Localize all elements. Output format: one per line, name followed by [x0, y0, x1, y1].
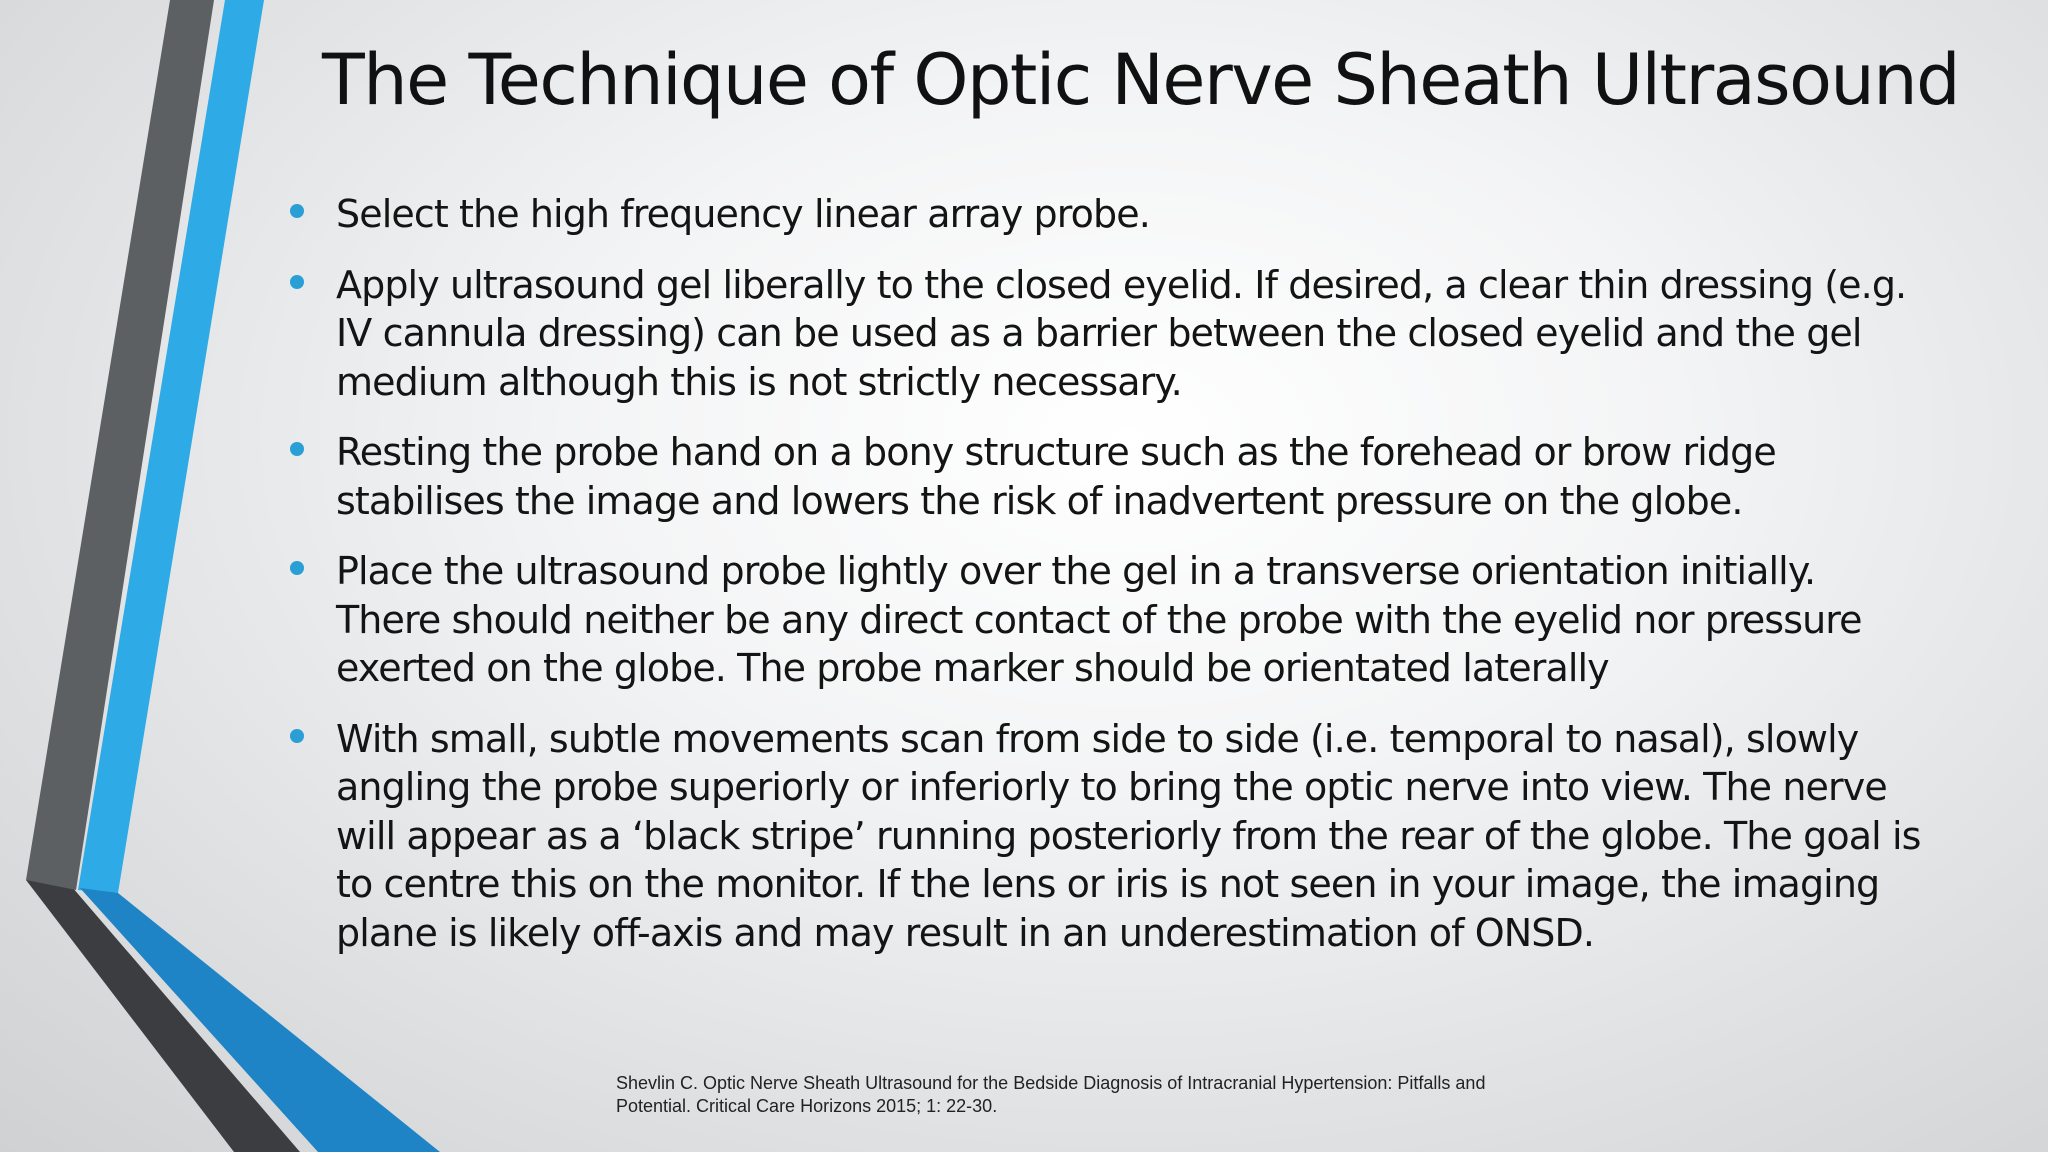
- bullet-text: Resting the probe hand on a bony structure such as the forehead or brow ridge stabilises the image and lowers the risk of inadvertent pressure on the globe.: [336, 430, 1776, 523]
- bullet-text: Apply ultrasound gel liberally to the closed eyelid. If desired, a clear thin dressing (e.g. IV cannula dressing) can be used as a barrier between the closed eyelid and the gel medium although this is not strictly necessary.: [336, 262, 1907, 404]
- bullet-dot-icon: [290, 442, 304, 456]
- bullet-dot-icon: [290, 729, 304, 743]
- bullet-item: [290, 261, 1930, 407]
- slide-title: The Technique of Optic Nerve Sheath Ultrasound: [322, 39, 1960, 121]
- bullet-text: With small, subtle movements scan from side to side (i.e. temporal to nasal), slowly angling the probe superiorly or inferiorly to bring the optic nerve into view. The nerve will appear as a ‘black stripe’ running posteriorly from the rear of the globe. The goal is to centre this on the monitor. If the lens or iris is not seen in your image, the imaging plane is likely off-axis and may result in an underestimation of ONSD.: [336, 716, 1921, 955]
- citation: [616, 1072, 1616, 1118]
- bullet-item: [290, 715, 1930, 958]
- bullet-text: Place the ultrasound probe lightly over the gel in a transverse orientation initially. There should neither be any direct contact of the probe with the eyelid nor pressure exerted on the globe. The probe marker should be orientated laterally: [336, 549, 1862, 690]
- bullet-item: [290, 428, 1930, 525]
- bullet-text: Select the high frequency linear array probe.: [336, 192, 1150, 236]
- bullet-item: [290, 547, 1930, 693]
- bullet-list: [290, 190, 1930, 979]
- bullet-dot-icon: [290, 275, 304, 289]
- bullet-item: [290, 190, 1930, 239]
- bullet-dot-icon: [290, 561, 304, 575]
- bullet-dot-icon: [290, 204, 304, 218]
- citation-line-2: Potential. Critical Care Horizons 2015; 1: 22-30.: [616, 1096, 998, 1116]
- citation-line-1: Shevlin C. Optic Nerve Sheath Ultrasound for the Bedside Diagnosis of Intracranial Hypertension: Pitfalls and: [616, 1073, 1486, 1093]
